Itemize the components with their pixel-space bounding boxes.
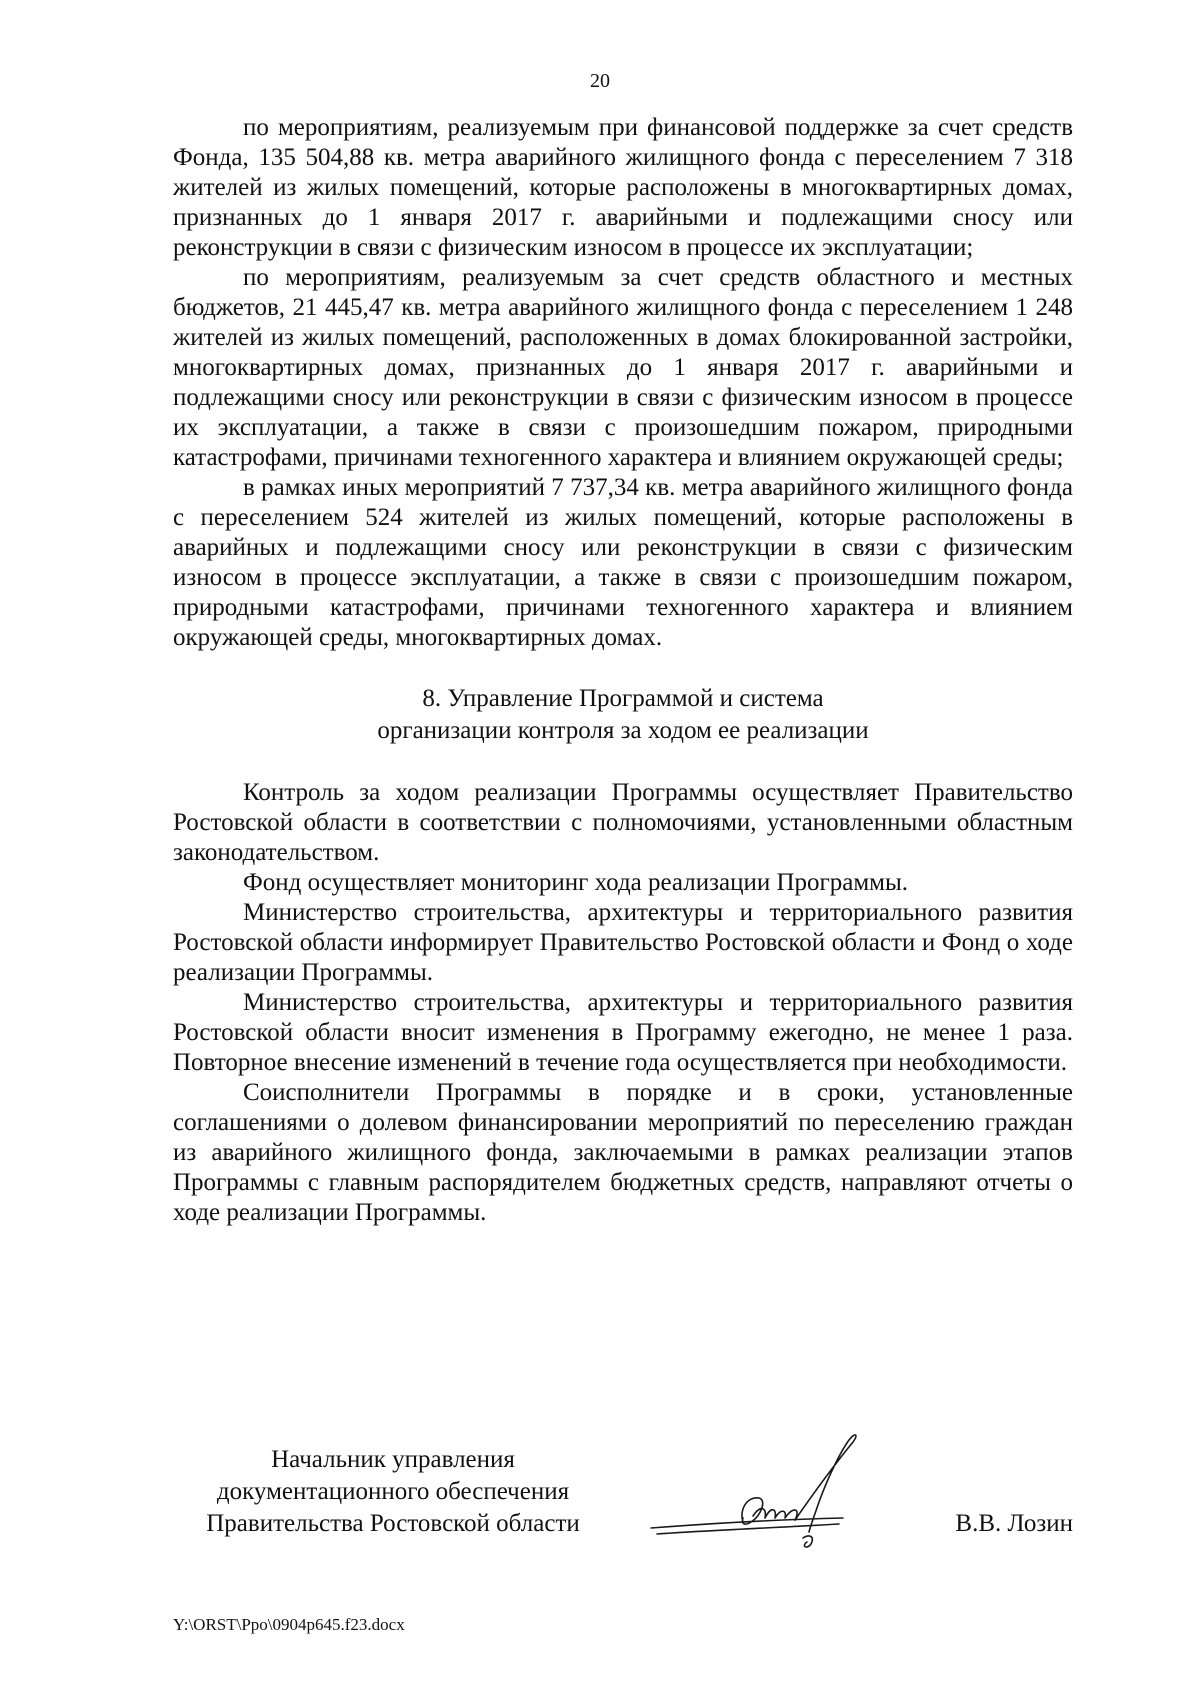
signatory-title-line: Правительства Ростовской области: [206, 1510, 580, 1537]
paragraph: Контроль за ходом реализации Программы осуществляет Правительство Ростовской области в соответствии с полномочиями, установленными областным законодательством.: [173, 779, 1073, 866]
signature-block: [173, 1444, 1073, 1564]
signatory-name: В.В. Лозин: [955, 1510, 1073, 1537]
paragraph: в рамках иных мероприятий 7 737,34 кв. метра аварийного жилищного фонда с переселением 524 жителей из жилых помещений, которые расположены в аварийных и подлежащими сносу или реконструкции в связи с физическим износом в процессе эксплуатации, а также в связи с произошедшим пожаром, природными катастрофами, причинами техногенного характера и влиянием окружающей среды, многоквартирных домах.: [173, 474, 1073, 651]
paragraph: по мероприятиям, реализуемым за счет средств областного и местных бюджетов, 21 445,47 кв. метра аварийного жилищного фонда с переселением 1 248 жителей из жилых помещений, расположенных в домах блокированной застройки, многоквартирных домах, признанных до 1 января 2017 г. аварийными и подлежащими сносу или реконструкции в связи с физическим износом в процессе их эксплуатации, а также в связи с произошедшим пожаром, природными катастрофами, причинами техногенного характера и влиянием окружающей среды;: [173, 264, 1073, 471]
paragraph: Соисполнители Программы в порядке и в сроки, установленные соглашениями о долевом финансировании мероприятий по переселению граждан из аварийного жилищного фонда, заключаемыми в рамках реализации этапов Программы с главным распорядителем бюджетных средств, направляют отчеты о ходе реализации Программы.: [173, 1079, 1073, 1226]
signatory-title: [173, 1444, 613, 1540]
paragraph: Фонд осуществляет мониторинг хода реализации Программы.: [243, 869, 909, 896]
section-heading-line: организации контроля за ходом ее реализации: [377, 717, 869, 744]
file-path: Y:\ORST\Ppo\0904p645.f23.docx: [173, 1615, 405, 1634]
paragraph: Министерство строительства, архитектуры и территориального развития Ростовской области вносит изменения в Программу ежегодно, не менее 1 раза. Повторное внесение изменений в течение года осуществляется при необходимости.: [173, 989, 1073, 1076]
paragraph: по мероприятиям, реализуемым при финансовой поддержке за счет средств Фонда, 135 504,88 кв. метра аварийного жилищного фонда с переселением 7 318 жителей из жилых помещений, которые расположены в многоквартирных домах, признанных до 1 января 2017 г. аварийными и подлежащими сносу или реконструкции в связи с физическим износом в процессе их эксплуатации;: [173, 114, 1073, 261]
signatory-title-line: документационного обеспечения: [216, 1478, 570, 1505]
handwritten-signature-icon: [643, 1424, 873, 1564]
page-number: 20: [590, 70, 610, 92]
signatory-title-line: Начальник управления: [271, 1446, 515, 1473]
section-heading: [173, 683, 1073, 747]
section-heading-line: 8. Управление Программой и система: [422, 685, 824, 712]
paragraph: Министерство строительства, архитектуры и территориального развития Ростовской области информирует Правительство Ростовской области и Фонд о ходе реализации Программы.: [173, 899, 1073, 986]
document-body: [173, 113, 1073, 1228]
